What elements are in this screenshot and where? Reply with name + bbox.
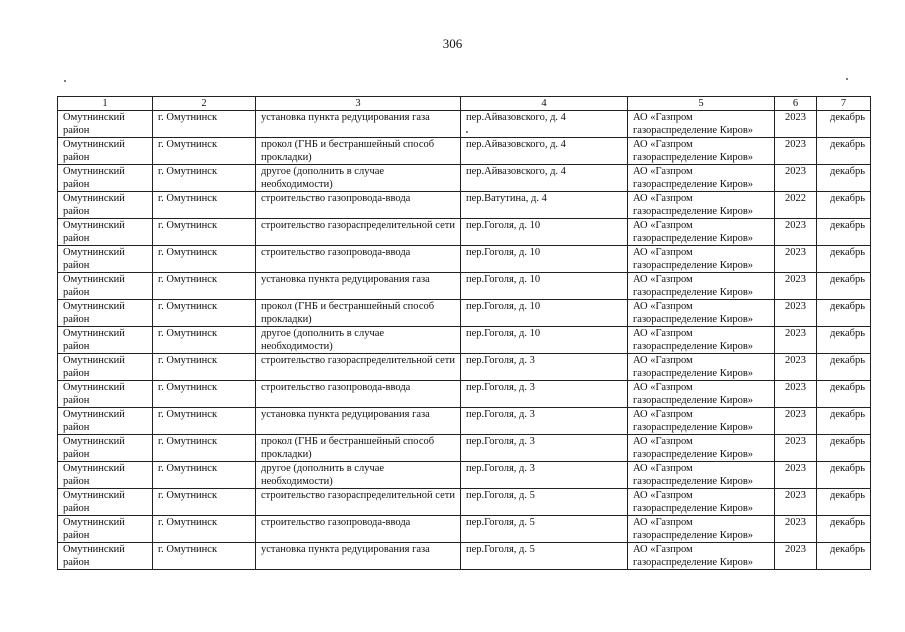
table-body	[58, 111, 871, 570]
town-cell: г. Омутнинск	[153, 354, 256, 381]
town-cell: г. Омутнинск	[153, 192, 256, 219]
year-cell: 2023	[775, 435, 817, 462]
organization-cell: АО «Газпром газораспределение Киров»	[628, 138, 775, 165]
table-row	[58, 381, 871, 408]
work-type-cell: прокол (ГНБ и бестраншейный способ прокладки)	[256, 435, 461, 462]
town-cell: г. Омутнинск	[153, 219, 256, 246]
month-cell: декабрь	[817, 516, 871, 543]
town-cell: г. Омутнинск	[153, 408, 256, 435]
work-type-cell: прокол (ГНБ и бестраншейный способ прокладки)	[256, 300, 461, 327]
organization-cell: АО «Газпром газораспределение Киров»	[628, 543, 775, 570]
year-cell: 2023	[775, 543, 817, 570]
table-row	[58, 138, 871, 165]
month-cell: декабрь	[817, 543, 871, 570]
works-table	[57, 96, 871, 570]
table-row	[58, 192, 871, 219]
organization-cell: АО «Газпром газораспределение Киров»	[628, 300, 775, 327]
organization-cell: АО «Газпром газораспределение Киров»	[628, 435, 775, 462]
address-cell: пер.Гоголя, д. 10	[461, 273, 628, 300]
district-cell: Омутнинский район	[58, 327, 153, 354]
column-header: 1	[58, 97, 153, 111]
work-type-cell: прокол (ГНБ и бестраншейный способ прокладки)	[256, 138, 461, 165]
month-cell: декабрь	[817, 381, 871, 408]
work-type-cell: строительство газораспределительной сети	[256, 489, 461, 516]
month-cell: декабрь	[817, 273, 871, 300]
year-cell: 2023	[775, 300, 817, 327]
district-cell: Омутнинский район	[58, 138, 153, 165]
column-header: 3	[256, 97, 461, 111]
organization-cell: АО «Газпром газораспределение Киров»	[628, 327, 775, 354]
town-cell: г. Омутнинск	[153, 462, 256, 489]
month-cell: декабрь	[817, 327, 871, 354]
district-cell: Омутнинский район	[58, 408, 153, 435]
month-cell: декабрь	[817, 246, 871, 273]
town-cell: г. Омутнинск	[153, 489, 256, 516]
district-cell: Омутнинский район	[58, 219, 153, 246]
month-cell: декабрь	[817, 219, 871, 246]
year-cell: 2023	[775, 327, 817, 354]
work-type-cell: строительство газораспределительной сети	[256, 219, 461, 246]
address-cell: пер.Ватутина, д. 4	[461, 192, 628, 219]
organization-cell: АО «Газпром газораспределение Киров»	[628, 381, 775, 408]
address-cell: пер.Гоголя, д. 3	[461, 354, 628, 381]
month-cell: декабрь	[817, 408, 871, 435]
town-cell: г. Омутнинск	[153, 516, 256, 543]
column-header: 7	[817, 97, 871, 111]
month-cell: декабрь	[817, 435, 871, 462]
district-cell: Омутнинский район	[58, 381, 153, 408]
page-number: 306	[442, 36, 463, 51]
address-cell: пер.Айвазовского, д. 4	[461, 165, 628, 192]
address-cell: пер.Гоголя, д. 3	[461, 381, 628, 408]
work-type-cell: установка пункта редуцирования газа	[256, 273, 461, 300]
district-cell: Омутнинский район	[58, 435, 153, 462]
month-cell: декабрь	[817, 111, 871, 138]
district-cell: Омутнинский район	[58, 165, 153, 192]
work-type-cell: строительство газопровода-ввода	[256, 381, 461, 408]
organization-cell: АО «Газпром газораспределение Киров»	[628, 408, 775, 435]
month-cell: декабрь	[817, 354, 871, 381]
district-cell: Омутнинский район	[58, 192, 153, 219]
address-cell: пер.Гоголя, д. 3	[461, 408, 628, 435]
organization-cell: АО «Газпром газораспределение Киров»	[628, 165, 775, 192]
town-cell: г. Омутнинск	[153, 138, 256, 165]
year-cell: 2022	[775, 192, 817, 219]
town-cell: г. Омутнинск	[153, 273, 256, 300]
year-cell: 2023	[775, 246, 817, 273]
work-type-cell: другое (дополнить в случае необходимости)	[256, 165, 461, 192]
year-cell: 2023	[775, 111, 817, 138]
year-cell: 2023	[775, 165, 817, 192]
column-header: 2	[153, 97, 256, 111]
month-cell: декабрь	[817, 489, 871, 516]
work-type-cell: строительство газопровода-ввода	[256, 516, 461, 543]
town-cell: г. Омутнинск	[153, 327, 256, 354]
year-cell: 2023	[775, 273, 817, 300]
table-row	[58, 462, 871, 489]
year-cell: 2023	[775, 138, 817, 165]
town-cell: г. Омутнинск	[153, 111, 256, 138]
table-row	[58, 219, 871, 246]
district-cell: Омутнинский район	[58, 273, 153, 300]
organization-cell: АО «Газпром газораспределение Киров»	[628, 354, 775, 381]
district-cell: Омутнинский район	[58, 516, 153, 543]
address-cell: пер.Айвазовского, д. 4	[461, 138, 628, 165]
month-cell: декабрь	[817, 462, 871, 489]
table-row	[58, 516, 871, 543]
address-cell: пер.Гоголя, д. 5	[461, 489, 628, 516]
address-cell: пер.Гоголя, д. 5	[461, 516, 628, 543]
table-row	[58, 489, 871, 516]
year-cell: 2023	[775, 462, 817, 489]
organization-cell: АО «Газпром газораспределение Киров»	[628, 219, 775, 246]
district-cell: Омутнинский район	[58, 246, 153, 273]
district-cell: Омутнинский район	[58, 543, 153, 570]
organization-cell: АО «Газпром газораспределение Киров»	[628, 489, 775, 516]
table-row	[58, 354, 871, 381]
address-cell: пер.Гоголя, д. 10	[461, 300, 628, 327]
month-cell: декабрь	[817, 165, 871, 192]
town-cell: г. Омутнинск	[153, 435, 256, 462]
table-row	[58, 273, 871, 300]
year-cell: 2023	[775, 489, 817, 516]
work-type-cell: установка пункта редуцирования газа	[256, 543, 461, 570]
column-header: 4	[461, 97, 628, 111]
table-row	[58, 435, 871, 462]
district-cell: Омутнинский район	[58, 111, 153, 138]
organization-cell: АО «Газпром газораспределение Киров»	[628, 462, 775, 489]
table-row	[58, 300, 871, 327]
table-row	[58, 327, 871, 354]
work-type-cell: строительство газораспределительной сети	[256, 354, 461, 381]
month-cell: декабрь	[817, 300, 871, 327]
scan-speck	[64, 80, 66, 82]
address-cell: пер.Гоголя, д. 3	[461, 462, 628, 489]
column-header: 6	[775, 97, 817, 111]
table-row	[58, 543, 871, 570]
table-row	[58, 111, 871, 138]
address-cell: пер.Гоголя, д. 10	[461, 246, 628, 273]
table-row	[58, 165, 871, 192]
district-cell: Омутнинский район	[58, 462, 153, 489]
organization-cell: АО «Газпром газораспределение Киров»	[628, 273, 775, 300]
town-cell: г. Омутнинск	[153, 381, 256, 408]
column-header: 5	[628, 97, 775, 111]
month-cell: декабрь	[817, 192, 871, 219]
work-type-cell: строительство газопровода-ввода	[256, 246, 461, 273]
district-cell: Омутнинский район	[58, 300, 153, 327]
month-cell: декабрь	[817, 138, 871, 165]
year-cell: 2023	[775, 219, 817, 246]
table-header	[58, 97, 871, 111]
town-cell: г. Омутнинск	[153, 543, 256, 570]
district-cell: Омутнинский район	[58, 489, 153, 516]
address-cell: пер.Гоголя, д. 10	[461, 219, 628, 246]
work-type-cell: установка пункта редуцирования газа	[256, 111, 461, 138]
address-cell: пер.Гоголя, д. 3	[461, 435, 628, 462]
table-row	[58, 408, 871, 435]
district-cell: Омутнинский район	[58, 354, 153, 381]
organization-cell: АО «Газпром газораспределение Киров»	[628, 192, 775, 219]
work-type-cell: строительство газопровода-ввода	[256, 192, 461, 219]
organization-cell: АО «Газпром газораспределение Киров»	[628, 246, 775, 273]
year-cell: 2023	[775, 381, 817, 408]
address-cell: пер.Гоголя, д. 10	[461, 327, 628, 354]
work-type-cell: другое (дополнить в случае необходимости)	[256, 462, 461, 489]
work-type-cell: установка пункта редуцирования газа	[256, 408, 461, 435]
organization-cell: АО «Газпром газораспределение Киров»	[628, 516, 775, 543]
town-cell: г. Омутнинск	[153, 165, 256, 192]
town-cell: г. Омутнинск	[153, 246, 256, 273]
year-cell: 2023	[775, 354, 817, 381]
town-cell: г. Омутнинск	[153, 300, 256, 327]
year-cell: 2023	[775, 516, 817, 543]
year-cell: 2023	[775, 408, 817, 435]
address-cell: пер.Гоголя, д. 5	[461, 543, 628, 570]
organization-cell: АО «Газпром газораспределение Киров»	[628, 111, 775, 138]
table-row	[58, 246, 871, 273]
scan-speck	[846, 78, 848, 80]
address-cell: пер.Айвазовского, д. 4	[461, 111, 628, 138]
work-type-cell: другое (дополнить в случае необходимости)	[256, 327, 461, 354]
